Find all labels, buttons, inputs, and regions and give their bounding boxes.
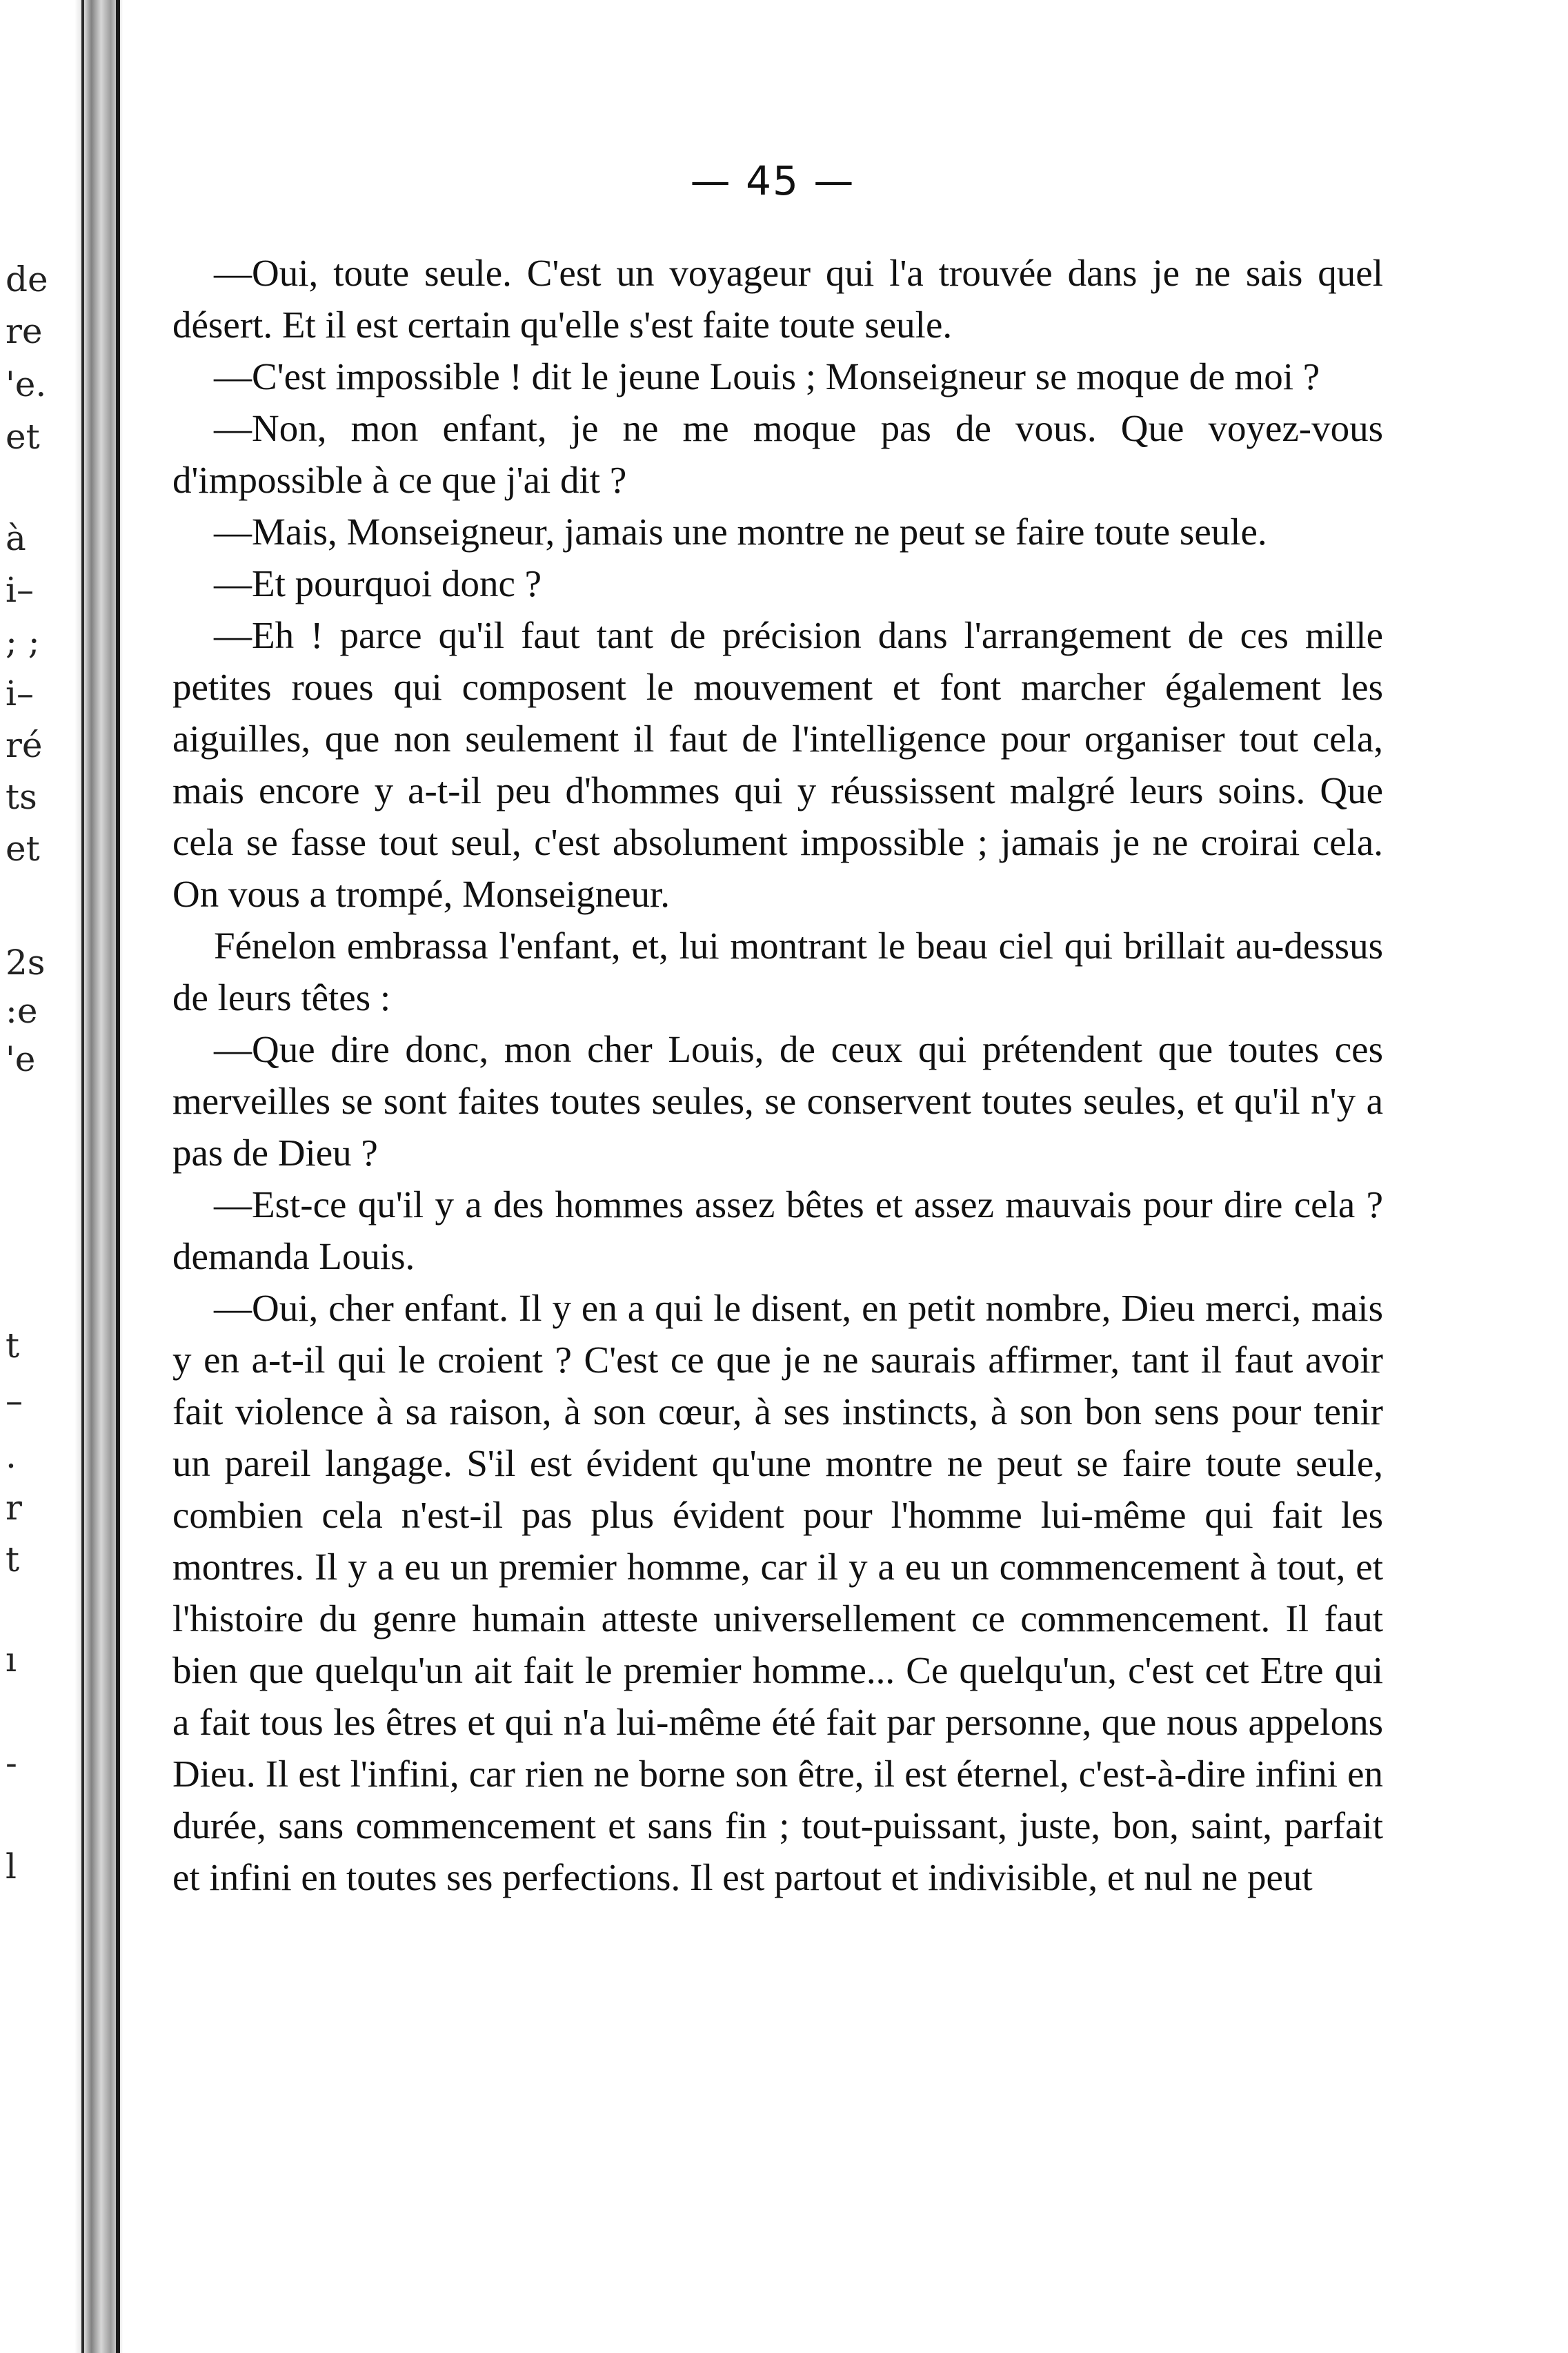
margin-fragment: l xyxy=(6,1847,17,1887)
margin-fragment: – xyxy=(6,1381,23,1421)
paragraph: —Non, mon enfant, je ne me moque pas de vous. Que voyez-vous d'impossible à ce que j'ai dit ? xyxy=(172,407,1383,501)
margin-fragment: et xyxy=(6,829,40,869)
margin-fragment: i– xyxy=(6,570,34,610)
margin-fragment: 'e xyxy=(6,1039,36,1079)
margin-fragment: et xyxy=(6,417,40,457)
gutter-edge-line xyxy=(81,0,84,2353)
margin-fragment: i– xyxy=(6,673,34,713)
margin-fragment: à xyxy=(6,518,26,558)
margin-fragment: re xyxy=(6,311,43,351)
paragraph: —C'est impossible ! dit le jeune Louis ; Monseigneur se moque de moi ? xyxy=(214,355,1320,397)
paragraph: —Oui, toute seule. C'est un voyageur qui l'a trouvée dans je ne sais quel désert. Et il est certain qu'elle s'est faite toute seule. xyxy=(172,252,1383,346)
facing-page-fragments xyxy=(0,0,69,2353)
body-text xyxy=(172,247,1383,1903)
page-number: — 45 — xyxy=(690,157,855,204)
margin-fragment: ı xyxy=(6,1640,17,1680)
paragraph: —Mais, Monseigneur, jamais une montre ne peut se faire toute seule. xyxy=(214,511,1267,553)
paragraph: —Eh ! parce qu'il faut tant de précision dans l'arrangement de ces mille petites roues qui composent le mouvement et font marcher également les aiguilles, que non seulement il faut de l'intelligence pour organiser tout cela, mais encore y a-t-il peu d'hommes qui y réussissent malgré leurs soins. Que cela se fasse tout seul, c'est absolument impossible ; jamais je ne croirai cela. On vous a trompé, Monseigneur. xyxy=(172,614,1383,915)
margin-fragment: 2s xyxy=(6,943,46,983)
paragraph: —Et pourquoi donc ? xyxy=(214,562,542,604)
margin-fragment: :e xyxy=(6,991,38,1031)
margin-fragment: t xyxy=(6,1539,20,1579)
paragraph: —Que dire donc, mon cher Louis, de ceux qui prétendent que toutes ces merveilles se sont faites toutes seules, se conservent toutes seules, et qu'il n'y a pas de Dieu ? xyxy=(172,1028,1383,1174)
margin-fragment: t xyxy=(6,1326,20,1366)
margin-fragment: ; ; xyxy=(6,622,40,662)
paragraph: —Oui, cher enfant. Il y en a qui le disent, en petit nombre, Dieu merci, mais y en a-t-il qui le croient ? C'est ce que je ne saurais affirmer, tant il faut avoir fait violence à sa raison, à son cœur, à ses instincts, à son bon sens pour tenir un pareil langage. S'il est évident qu'une montre ne peut se faire toute seule, combien cela n'est-il pas plus évident pour l'homme lui-même qui fait les montres. Il y a eu un premier homme, car il y a eu un commencement à tout, et l'histoire du genre humain atteste universellement ce commencement. Il faut bien que quelqu'un ait fait le premier homme... Ce quelqu'un, c'est cet Etre qui a fait tous les êtres et qui n'a lui-même été fait par personne, que nous appelons Dieu. Il est l'infini, car rien ne borne son être, il est éternel, c'est-à-dire infini en durée, sans commencement et sans fin ; tout-puissant, juste, bon, saint, parfait et infini en toutes ses perfections. Il est partout et indivisible, et nul ne peut xyxy=(172,1287,1383,1898)
margin-fragment: ré xyxy=(6,725,43,765)
margin-fragment: 'e. xyxy=(6,364,47,404)
margin-fragment: ts xyxy=(6,777,37,817)
margin-fragment: de xyxy=(6,259,48,299)
margin-fragment: . xyxy=(6,1436,17,1476)
gutter-edge-line xyxy=(116,0,120,2353)
margin-fragment: r xyxy=(6,1488,22,1528)
margin-fragment: - xyxy=(6,1743,17,1783)
paragraph: Fénelon embrassa l'enfant, et, lui montrant le beau ciel qui brillait au-dessus de leurs têtes : xyxy=(172,925,1383,1018)
paragraph: —Est-ce qu'il y a des hommes assez bêtes et assez mauvais pour dire cela ? demanda Louis. xyxy=(172,1183,1383,1277)
